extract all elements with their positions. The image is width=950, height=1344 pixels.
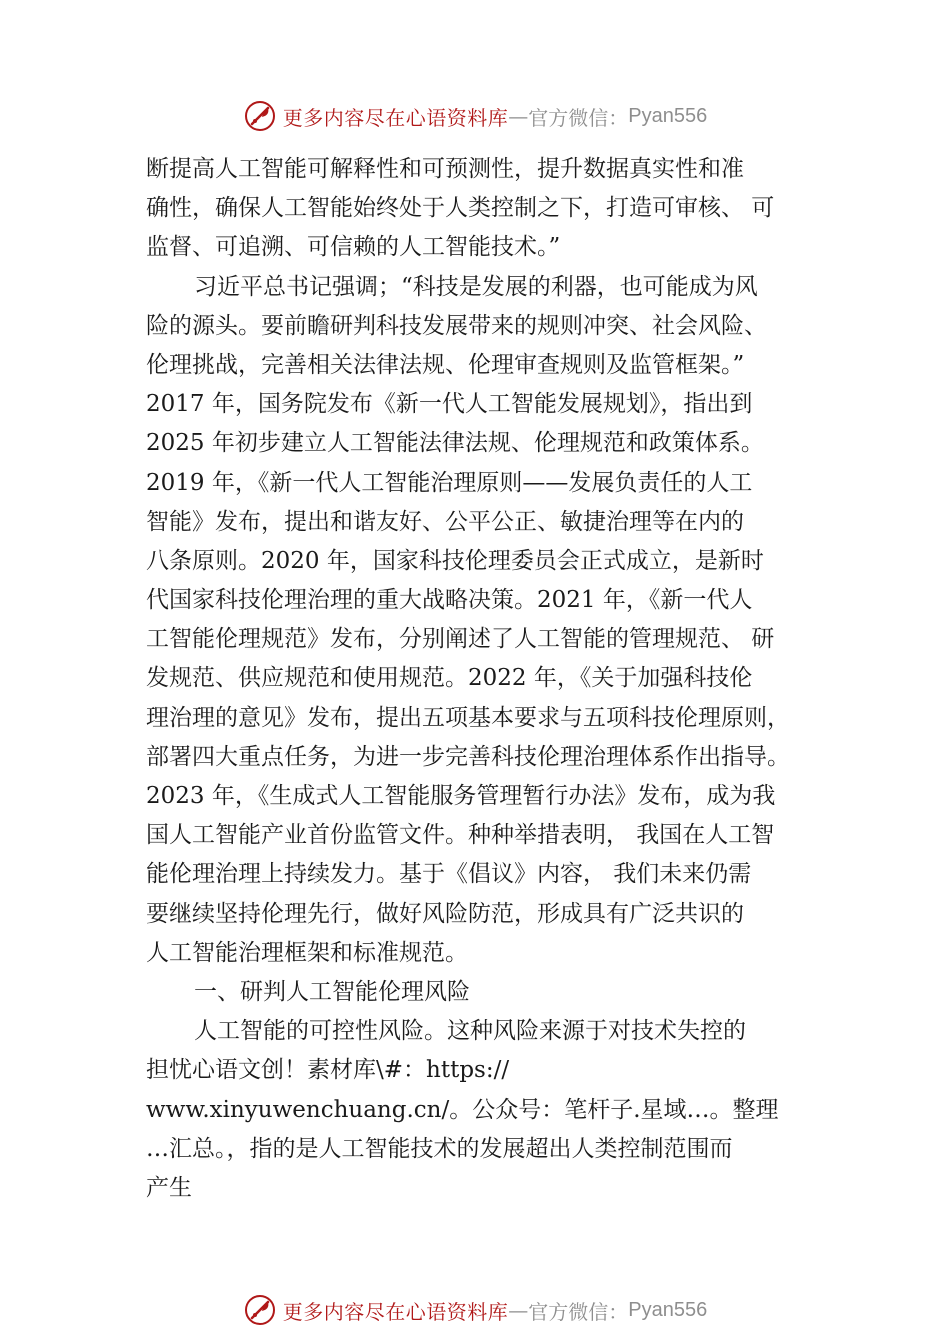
watermark-brand: 更多内容尽在心语资料库 (282, 1299, 509, 1324)
watermark-wechat-id: Pyan556 (628, 104, 708, 127)
watermark-wechat-id: Pyan556 (628, 1298, 708, 1321)
text-line: 监督、可追溯、可信赖的人工智能技术。” (146, 234, 561, 261)
text-line: 国人工智能产业首份监管文件。种种举措表明， 我国在人工智 (146, 822, 775, 849)
watermark-wechat-label: 官方微信： (528, 105, 629, 130)
text-line: 习近平总书记强调；“科技是发展的利器，也可能成为风 (194, 273, 758, 300)
quill-logo-icon (243, 1293, 277, 1327)
text-line: www.xinyuwenchuang.cn/。公众号：笔杆子.星域…。整理 (146, 1096, 779, 1123)
text-line: 担忧心语文创！素材库\#：https:// (146, 1057, 510, 1084)
text-line: 人工智能的可控性风险。这种风险来源于对技术失控的 (194, 1018, 746, 1045)
quill-logo-icon (243, 99, 277, 133)
text-line: 代国家科技伦理治理的重大战略决策。2021 年，《新一代人 (146, 587, 753, 614)
text-line: 伦理挑战，完善相关法律法规、伦理审查规则及监管框架。” (146, 351, 745, 378)
watermark-dash: — (508, 104, 529, 128)
text-line: 产生 (146, 1174, 192, 1201)
text-line: 要继续坚持伦理先行，做好风险防范，形成具有广泛共识的 (146, 900, 744, 927)
text-line: 2019 年，《新一代人工智能治理原则——发展负责任的人工 (146, 469, 753, 496)
text-line: 2023 年，《生成式人工智能服务管理暂行办法》发布，成为我 (146, 783, 776, 809)
watermark-wechat-label: 官方微信： (528, 1299, 629, 1324)
text-line: 能伦理治理上持续发力。基于《倡议》内容， 我们未来仍需 (146, 861, 752, 888)
text-line: 确性，确保人工智能始终处于人类控制之下，打造可审核、 可 (146, 195, 775, 222)
text-line: 险的源头。要前瞻研判科技发展带来的规则冲突、社会风险、 (146, 312, 767, 339)
text-line: 发规范、供应规范和使用规范。2022 年，《关于加强科技伦 (146, 665, 753, 692)
text-line: 理治理的意见》发布，提出五项基本要求与五项科技伦理原则， (146, 704, 790, 731)
text-line: 部署四大重点任务，为进一步完善科技伦理治理体系作出指导。 (146, 743, 790, 770)
text-line: 八条原则。2020 年，国家科技伦理委员会正式成立，是新时 (146, 547, 764, 574)
text-line: 2017 年，国务院发布《新一代人工智能发展规划》，指出到 (146, 391, 753, 418)
text-line: 一、研判人工智能伦理风险 (194, 978, 470, 1005)
text-line: 断提高人工智能可解释性和可预测性，提升数据真实性和准 (146, 156, 744, 182)
text-line: 工智能伦理规范》发布，分别阐述了人工智能的管理规范、 研 (146, 626, 775, 653)
document-body (146, 150, 846, 1208)
header-watermark (0, 96, 950, 136)
text-line: 智能》发布，提出和谐友好、公平公正、敏捷治理等在内的 (146, 508, 744, 535)
watermark-brand: 更多内容尽在心语资料库 (282, 105, 509, 130)
text-line: 2025 年初步建立人工智能法律法规、伦理规范和政策体系。 (146, 430, 764, 457)
text-line: 人工智能治理框架和标准规范。 (146, 939, 468, 966)
watermark-dash: — (508, 1298, 529, 1322)
footer-watermark (0, 1290, 950, 1330)
text-line: …汇总。，指的是人工智能技术的发展超出人类控制范围而 (146, 1135, 733, 1162)
